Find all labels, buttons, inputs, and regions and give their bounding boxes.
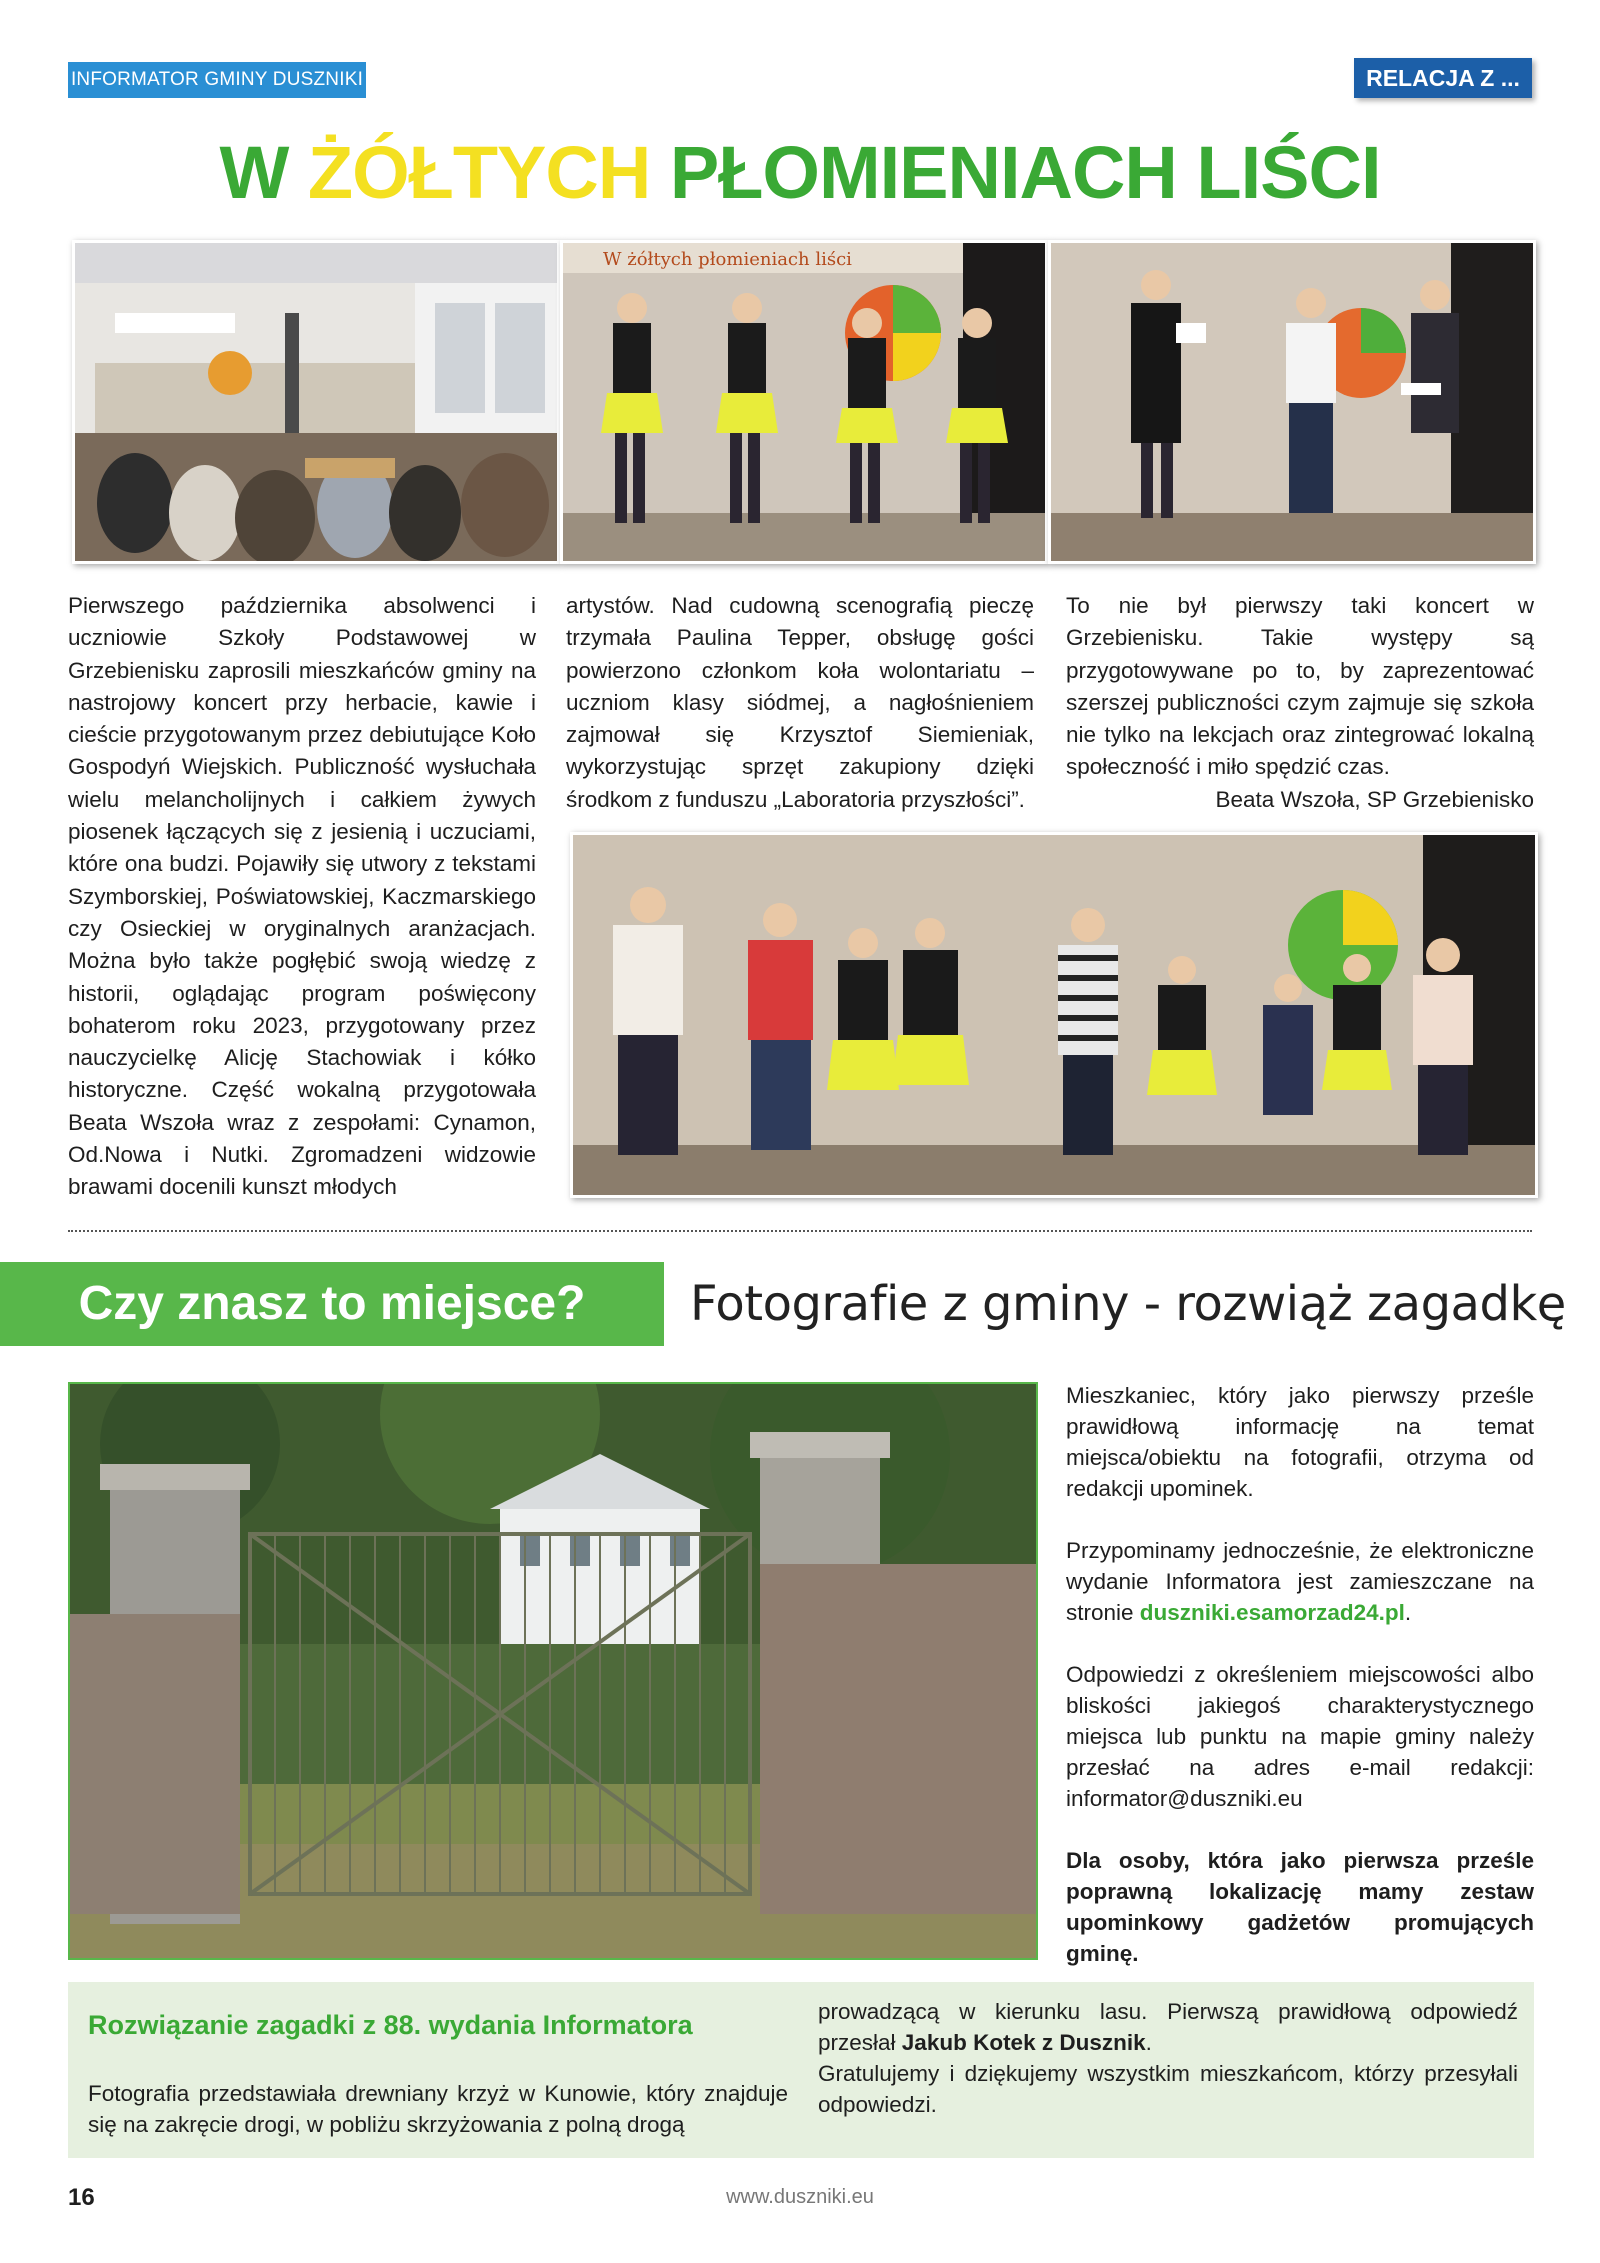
- solution-title: Rozwiązanie zagadki z 88. wydania Informatora: [88, 2010, 693, 2040]
- article-column-3: [1066, 590, 1534, 816]
- solution-right-before: prowadzącą w kierunku lasu. Pierwszą prawidłową odpowiedź przesłał: [818, 1999, 1518, 2055]
- quiz-p2-before: Przypominamy jednocześnie, że elektroniczne wydanie Informatora jest zamieszczane na stronie: [1066, 1538, 1534, 1625]
- quiz-paragraph-2: [1066, 1535, 1534, 1628]
- title-part-rest: PŁOMIENIACH LIŚCI: [669, 131, 1381, 214]
- quiz-paragraph-1: Mieszkaniec, który jako pierwszy prześle prawidłową informację na temat miejsca/obiektu na fotografii, otrzyma od redakcji upominek.: [1066, 1383, 1534, 1501]
- article-column-3-text: To nie był pierwszy taki koncert w Grzebienisku. Takie występy są przygotowywane po to, by zaprezentować szerszej publiczności czym zajmuje się szkoła nie tylko na lekcjach oraz zintegrować lokalną społeczność i miło spędzić czas.: [1066, 593, 1534, 780]
- quiz-paragraph-4: Dla osoby, która jako pierwsza prześle poprawną lokalizację mamy zestaw upominkowy gadżetów promujących gminę.: [1066, 1848, 1534, 1966]
- title-part-yellow: ŻÓŁTYCH: [307, 131, 651, 214]
- article-column-1: Pierwszego października absolwenci i uczniowie Szkoły Podstawowej w Grzebienisku zaprosili mieszkańców gminy na nastrojowy koncert przy herbacie, kawie i cieście przygotowanym przez debiutujące Koło Gospodyń Wiejskich. Publiczność wysłuchała wielu melancholijnych i całkiem żywych piosenek łączących się z jesienią i uczuciami, które ona budzi. Pojawiły się utwory z tekstami Szymborskiej, Poświatowskiej, Kaczmarskiego czy Osieckiej w oryginalnych aranżacjach. Można było także pogłębić swoją wiedzę z historii, oglądając program poświęcony bohaterom roku 2023, przygotowany przez nauczycielkę Alicję Stachowiak i kółko historyczne. Część wokalną przygotowała Beata Wszoła wraz z zespołami: Cynamon, Od.Nowa i Nutki. Zgromadzeni widzowie brawami docenili kunszt młodych: [68, 593, 536, 1200]
- section-divider: [68, 1230, 1532, 1232]
- photo-quiz-gate: [68, 1382, 1038, 1960]
- article-title: [0, 128, 1600, 218]
- quiz-paragraph-3: Odpowiedzi z określeniem miejscowości albo bliskości jakiegoś charakterystycznego miejsca lub punktu na mapie gminy należy przesłać na adres e-mail redakcji: informator@duszniki.eu: [1066, 1662, 1534, 1811]
- photo-readers: [1048, 240, 1536, 564]
- photo-group-singers: [570, 832, 1538, 1198]
- solution-left-text: Fotografia przedstawiała drewniany krzyż w Kunowie, który znajduje się na zakręcie drogi, w pobliżu skrzyżowania z polną drogą: [88, 2081, 788, 2137]
- solution-winner: Jakub Kotek z Dusznik: [901, 2030, 1146, 2055]
- page-number: 16: [68, 2184, 95, 2211]
- quiz-band-title: Czy znasz to miejsce?: [0, 1262, 664, 1346]
- section-tag: INFORMATOR GMINY DUSZNIKI: [68, 62, 366, 98]
- title-part-w: W: [219, 131, 289, 214]
- photo-singers-four: [560, 240, 1048, 564]
- quiz-description: [1066, 1380, 1534, 2000]
- website-link[interactable]: duszniki.esamorzad24.pl: [1139, 1600, 1405, 1625]
- quiz-band-subtitle: Fotografie z gminy - rozwiąż zagadkę: [690, 1276, 1566, 1332]
- solution-right-text: [818, 1996, 1518, 2120]
- category-badge: RELACJA Z ...: [1354, 58, 1532, 98]
- article-signature: Beata Wszoła, SP Grzebienisko: [1215, 786, 1534, 812]
- quiz-p2-after: .: [1404, 1600, 1412, 1625]
- footer-url[interactable]: www.duszniki.eu: [726, 2186, 874, 2208]
- solution-right-after: .: [1145, 2030, 1152, 2055]
- article-column-2: artystów. Nad cudowną scenografią pieczę trzymała Paulina Tepper, obsługę gości powierzono członkom koła wolontariatu – uczniom klasy siódmej, a nagłośnieniem zajmował się Krzysztof Siemieniak, wykorzystując sprzęt zakupiony dzięki środkom z funduszu „Laboratoria przyszłości”.: [566, 593, 1034, 812]
- stage-banner-text: W żółtych płomieniach liści: [603, 249, 852, 270]
- solution-thanks: Gratulujemy i dziękujemy wszystkim mieszkańcom, którzy przesyłali odpowiedzi.: [818, 2061, 1518, 2117]
- photo-audience: [72, 240, 560, 564]
- solution-box: [68, 1982, 1534, 2158]
